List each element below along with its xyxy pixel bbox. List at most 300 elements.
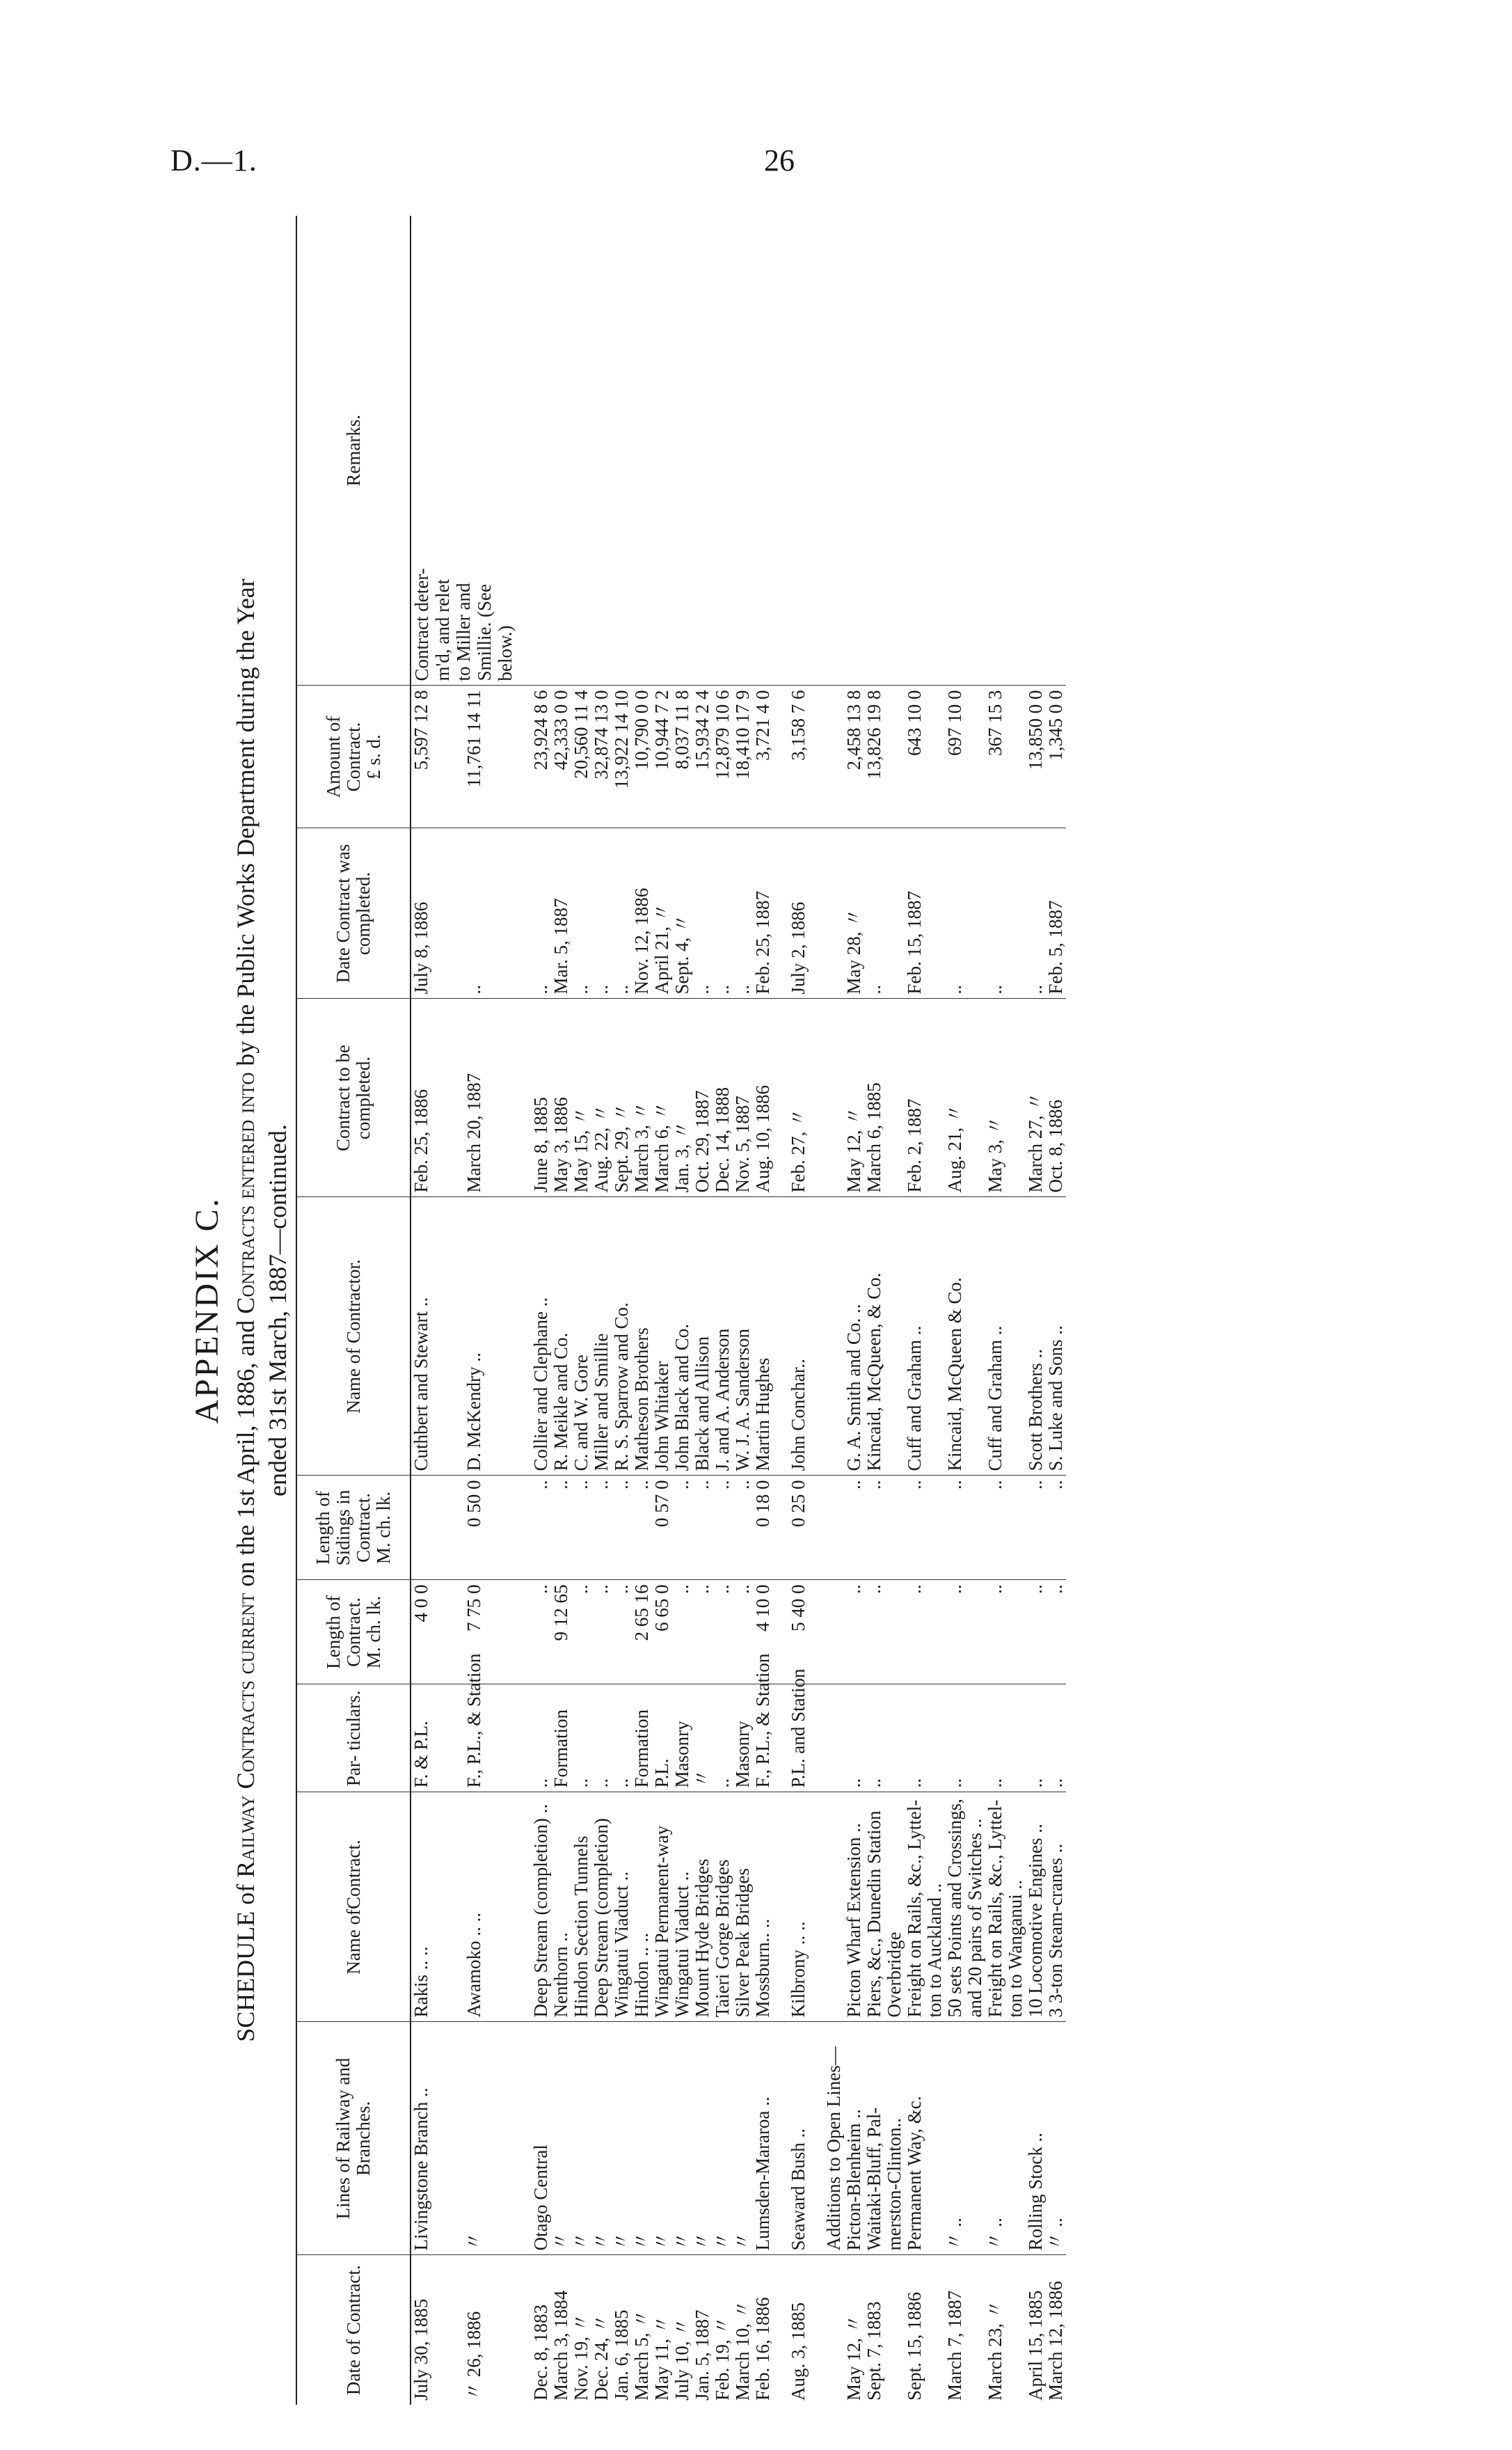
amount-cell [809,686,824,828]
length-cell [884,1580,905,1684]
line-cell: 〃 [571,2022,591,2255]
date-cell: April 15, 1885 [1025,2290,1046,2401]
contractor-cell: W. J. A. Sanderson [733,1197,753,1476]
contract-name-cell: Rakis .. .. [411,1792,464,2022]
remarks-cell [809,216,824,686]
length-cell [965,1580,985,1684]
length-cell: 5 40 0 [788,1580,809,1684]
contractor-cell: Martin Hughes [753,1197,773,1476]
line-cell: Picton-Blenheim .. [844,2022,864,2255]
remarks-cell [1005,216,1026,686]
was-completed-cell [1005,828,1026,999]
was-completed-cell: .. [571,828,591,999]
particulars-cell: .. [531,1684,551,1792]
remark-line: below.) [495,625,516,681]
contract-name-cell: Wingatui Permanent-way [652,1792,672,2022]
date-cell [516,2255,531,2405]
remarks-cell [652,216,672,686]
particulars-cell: .. [713,1684,733,1792]
date-cell: March 10, 〃 [732,2300,753,2401]
to-be-completed-cell: Feb. 2, 1887 [905,999,925,1197]
remarks-cell [733,216,753,686]
contract-name-cell: Silver Peak Bridges [733,1792,753,2022]
date-cell: May 11, 〃 [651,2315,672,2401]
to-be-completed-cell: May 12, 〃 [844,999,864,1197]
particulars-cell: .. [591,1684,612,1792]
remarks-cell [411,216,516,686]
was-completed-cell: .. [692,828,713,999]
to-be-completed-cell: Feb. 27, 〃 [788,999,809,1197]
header-length-label: Length of Contract. [322,1595,364,1669]
remarks-cell [612,216,632,686]
contractor-cell: John Black and Co. [672,1197,692,1476]
contractor-cell: R. S. Sparrow and Co. [612,1197,632,1476]
length-cell: .. [612,1580,632,1684]
title-part-5: by the Public Works Department during the Year [232,578,260,1073]
amount-cell: 11,761 14 11 [464,686,516,828]
sidings-cell: .. [985,1476,1005,1580]
amount-cell [824,686,844,828]
sidings-cell: 0 50 0 [464,1476,516,1580]
contract-name-cell: 3 3-ton Steam-cranes .. [1046,1792,1066,2022]
amount-cell: 10,790 0 0 [632,686,652,828]
particulars-cell: .. [1026,1684,1046,1792]
particulars-cell [925,1684,945,1792]
to-be-completed-cell: Aug. 10, 1886 [753,999,773,1197]
contract-name-cell: Overbridge [884,1792,905,2022]
remarks-cell [905,216,925,686]
amount-cell: 23,924 8 6 [531,686,551,828]
sidings-cell: .. [612,1476,632,1580]
contract-name-cell: Mossburn.. .. [753,1792,773,2022]
was-completed-cell: .. [733,828,753,999]
contract-name-cell: Wingatui Viaduct .. [612,1792,632,2022]
contractor-cell: R. Meikle and Co. [551,1197,571,1476]
table-row [965,216,985,2405]
line-cell: Seaward Bush .. [788,2022,809,2255]
was-completed-cell [884,828,905,999]
amount-cell [965,686,985,828]
length-cell: .. [733,1580,753,1684]
header-amount-units: £ s. d. [363,734,384,780]
particulars-cell: .. [864,1684,884,1792]
line-cell: Waitaki-Bluff, Pal- [864,2022,884,2255]
header-contractor: Name of Contractor. [296,1197,411,1476]
amount-cell: 13,826 19 8 [864,686,884,828]
remarks-cell [945,216,965,686]
spacer-row [809,216,824,2405]
date-cell: July 30, 1885 [411,2298,431,2401]
was-completed-cell: April 21, 〃 [652,828,672,999]
amount-cell [773,686,788,828]
length-cell: .. [531,1580,551,1684]
sidings-cell: .. [864,1476,884,1580]
contract-name-cell: ton to Wanganui .. [1005,1792,1026,2022]
line-cell [809,2022,824,2255]
contract-name-cell [773,1792,788,2022]
length-cell: .. [1046,1580,1066,1684]
to-be-completed-cell: March 6, 1885 [864,999,884,1197]
table-row [753,216,773,2405]
remarks-cell [788,216,809,686]
particulars-cell: Formation [551,1684,571,1792]
line-cell: Lumsden-Mararoa .. [753,2022,773,2255]
schedule-title-continued: ended 31st March, 1887—continued. [264,1124,292,1496]
contract-name-cell [516,1792,531,2022]
contractor-cell: Kincaid, McQueen, & Co. [864,1197,884,1476]
table-row [985,216,1005,2405]
table-row [884,216,905,2405]
amount-cell: 367 15 3 [985,686,1005,828]
remarks-cell [753,216,773,686]
amount-cell: 643 10 0 [905,686,925,828]
to-be-completed-cell [773,999,788,1197]
was-completed-cell [925,828,945,999]
contract-name-cell: 10 Locomotive Engines .. [1026,1792,1046,2022]
amount-cell: 10,944 7 2 [652,686,672,828]
header-length [296,1580,411,1684]
table-row [612,216,632,2405]
was-completed-cell: .. [531,828,551,999]
to-be-completed-cell [925,999,945,1197]
date-cell [1005,2255,1026,2405]
to-be-completed-cell [516,999,531,1197]
contractor-cell: J. and A. Anderson [713,1197,733,1476]
line-cell [516,2022,531,2255]
sidings-cell: .. [571,1476,591,1580]
to-be-completed-cell: March 3, 〃 [632,999,652,1197]
date-cell: Feb. 19, 〃 [712,2316,733,2401]
particulars-cell: P.L. [652,1684,672,1792]
schedule-title [231,216,260,2405]
length-cell: .. [864,1580,884,1684]
sidings-cell: .. [632,1476,652,1580]
sidings-cell: 0 18 0 [753,1476,773,1580]
contract-name-cell: Wingatui Viaduct .. [672,1792,692,2022]
table-row [864,216,884,2405]
contractor-cell [824,1197,844,1476]
table-row [1026,216,1046,2405]
line-cell: 〃 .. [945,2022,965,2255]
header-lines: Lines of Railway and Branches. [296,2022,411,2255]
was-completed-cell: Nov. 12, 1886 [632,828,652,999]
header-row [296,216,411,2405]
to-be-completed-cell: Feb. 25, 1886 [411,999,464,1197]
contractor-cell: Black and Allison [692,1197,713,1476]
contractor-cell: G. A. Smith and Co. .. [844,1197,864,1476]
table-row [733,216,753,2405]
remarks-cell [884,216,905,686]
particulars-cell [824,1684,844,1792]
to-be-completed-cell: Dec. 14, 1888 [713,999,733,1197]
line-cell: 〃 [672,2022,692,2255]
amount-cell: 3,721 4 0 [753,686,773,828]
sidings-cell [925,1476,945,1580]
date-cell [884,2255,905,2405]
date-cell: Sept. 7, 1883 [864,2301,884,2401]
contractor-cell: S. Luke and Sons .. [1046,1197,1066,1476]
sidings-cell: 0 25 0 [788,1476,809,1580]
contract-name-cell: Deep Stream (completion) [591,1792,612,2022]
date-cell: March 23, 〃 [985,2300,1005,2401]
remarks-cell [1046,216,1066,686]
particulars-cell: Formation [632,1684,652,1792]
sidings-cell [411,1476,464,1580]
remarks-cell [531,216,551,686]
table-row [824,216,844,2405]
amount-cell: 697 10 0 [945,686,965,828]
date-cell: Jan. 5, 1887 [692,2309,713,2401]
spacer-row [516,216,531,2405]
was-completed-cell: .. [1026,828,1046,999]
date-cell: Sept. 15, 1886 [904,2291,925,2401]
to-be-completed-cell: Jan. 3, 〃 [672,999,692,1197]
length-cell [1005,1580,1026,1684]
remarks-cell [864,216,884,686]
particulars-cell [965,1684,985,1792]
date-cell: March 3, 1884 [550,2290,571,2401]
length-cell: 7 75 0 [464,1580,516,1684]
date-cell [773,2255,788,2405]
contract-name-cell: Nenthorn .. [551,1792,571,2022]
table-row [591,216,612,2405]
to-be-completed-cell: Oct. 8, 1886 [1046,999,1066,1197]
line-cell [773,2022,788,2255]
contract-name-cell: Deep Stream (completion) .. [531,1792,551,2022]
particulars-cell: .. [985,1684,1005,1792]
sidings-cell: 0 57 0 [652,1476,672,1580]
line-cell: 〃 [464,2022,516,2255]
sidings-cell: .. [692,1476,713,1580]
contractor-cell: Cuthbert and Stewart .. [411,1197,464,1476]
page-identifier: D.—1. [170,143,257,177]
contract-name-cell: Taieri Gorge Bridges [713,1792,733,2022]
remarks-cell [551,216,571,686]
remarks-cell [516,216,531,686]
table-row [905,216,925,2405]
line-cell: 〃 [692,2022,713,2255]
date-cell [809,2255,824,2405]
amount-cell: 3,158 7 6 [788,686,809,828]
amount-cell [516,686,531,828]
title-part-1: SCHEDULE of [232,1877,260,2042]
particulars-cell: F., P.L., & Station [753,1684,773,1792]
contractor-cell: D. McKendry .. [464,1197,516,1476]
remarks-cell [632,216,652,686]
sidings-cell: .. [713,1476,733,1580]
sidings-cell [1005,1476,1026,1580]
remarks-cell [1026,216,1046,686]
header-sidings-units: M. ch. lk. [373,1491,394,1565]
particulars-cell: F. & P.L. [411,1684,464,1792]
to-be-completed-cell: Aug. 21, 〃 [945,999,965,1197]
remarks-cell [591,216,612,686]
contract-name-cell: 50 sets Points and Crossings, [945,1792,965,2022]
sidings-cell: .. [551,1476,571,1580]
length-cell: .. [672,1580,692,1684]
was-completed-cell [809,828,824,999]
amount-cell: 15,934 2 4 [692,686,713,828]
length-cell: .. [713,1580,733,1684]
particulars-cell: F., P.L., & Station [464,1684,516,1792]
length-cell: 6 65 0 [652,1580,672,1684]
length-cell: 4 10 0 [753,1580,773,1684]
contractor-cell: Matheson Brothers [632,1197,652,1476]
header-particulars: Par- ticulars. [296,1684,411,1792]
to-be-completed-cell: March 6, 〃 [652,999,672,1197]
line-cell: Additions to Open Lines— [824,2022,844,2255]
table-row [571,216,591,2405]
was-completed-cell [965,828,985,999]
particulars-cell [1005,1684,1026,1792]
header-date: Date of Contract. [296,2255,411,2405]
contract-name-cell: Kilbrony .. .. [788,1792,809,2022]
particulars-cell: .. [571,1684,591,1792]
contract-name-cell: Freight on Rails, &c., Lyttel- [905,1792,925,2022]
header-to-be-completed: Contract to be completed. [296,999,411,1197]
table-row [411,216,464,2405]
amount-cell: 1,345 0 0 [1046,686,1066,828]
line-cell [965,2022,985,2255]
contractor-cell: Scott Brothers .. [1026,1197,1046,1476]
length-cell [809,1580,824,1684]
remarks-cell [692,216,713,686]
contractor-cell: Cuff and Graham .. [985,1197,1005,1476]
date-cell: July 10, 〃 [671,2317,692,2401]
sidings-cell: .. [844,1476,864,1580]
length-cell: .. [985,1580,1005,1684]
contractor-cell [925,1197,945,1476]
length-cell: .. [571,1580,591,1684]
line-cell: Livingstone Branch .. [411,2022,464,2255]
particulars-cell [884,1684,905,1792]
sidings-cell [516,1476,531,1580]
title-part-4: Contracts entered into [232,1072,260,1314]
line-cell: 〃 .. [1046,2022,1066,2255]
length-cell [773,1580,788,1684]
sidings-cell: .. [945,1476,965,1580]
amount-cell [884,686,905,828]
was-completed-cell: .. [591,828,612,999]
table-row [652,216,672,2405]
contract-name-cell: Freight on Rails, &c., Lyttel- [985,1792,1005,2022]
sidings-cell: .. [531,1476,551,1580]
table-row [531,216,551,2405]
was-completed-cell: .. [864,828,884,999]
was-completed-cell: Sept. 4, 〃 [672,828,692,999]
date-cell: Dec. 8, 1883 [530,2305,551,2401]
length-cell: .. [591,1580,612,1684]
particulars-cell [773,1684,788,1792]
amount-cell [1005,686,1026,828]
date-cell: Jan. 6, 1885 [611,2309,632,2401]
table-row [844,216,864,2405]
amount-cell: 2,458 13 8 [844,686,864,828]
table-row [713,216,733,2405]
header-sidings [296,1476,411,1580]
particulars-cell: .. [844,1684,864,1792]
contractor-cell: John Whitaker [652,1197,672,1476]
to-be-completed-cell: Sept. 29, 〃 [612,999,632,1197]
line-cell: Otago Central [531,2022,551,2255]
date-cell: Feb. 16, 1886 [752,2297,773,2401]
length-cell: .. [905,1580,925,1684]
to-be-completed-cell: March 20, 1887 [464,999,516,1197]
header-was-completed: Date Contract was completed. [296,828,411,999]
contractor-cell [809,1197,824,1476]
length-cell [516,1580,531,1684]
table-row [1005,216,1026,2405]
was-completed-cell [516,828,531,999]
contractor-cell [884,1197,905,1476]
to-be-completed-cell: Aug. 22, 〃 [591,999,612,1197]
length-cell: 4 0 0 [411,1580,464,1684]
particulars-cell: 〃 [692,1684,713,1792]
to-be-completed-cell: May 15, 〃 [571,999,591,1197]
contractor-cell: Collier and Clephane .. [531,1197,551,1476]
line-cell: 〃 [652,2022,672,2255]
table-row [788,216,809,2405]
date-cell: Nov. 19, 〃 [571,2313,591,2401]
remarks-cell [773,216,788,686]
was-completed-cell: .. [945,828,965,999]
was-completed-cell: .. [464,828,516,999]
date-cell [824,2255,844,2405]
particulars-cell: .. [612,1684,632,1792]
contract-name-cell: Mount Hyde Bridges [692,1792,713,2022]
line-cell: Permanent Way, &c. [905,2022,925,2255]
was-completed-cell: July 8, 1886 [411,828,464,999]
table-row [632,216,652,2405]
contractor-cell [516,1197,531,1476]
sidings-cell: .. [1026,1476,1046,1580]
to-be-completed-cell: March 27, 〃 [1026,999,1046,1197]
sidings-cell: .. [1046,1476,1066,1580]
remarks-cell [571,216,591,686]
sidings-cell: .. [591,1476,612,1580]
header-name: Name ofContract. [296,1792,411,2022]
line-cell: 〃 [733,2022,753,2255]
amount-cell: 13,922 14 10 [612,686,632,828]
contract-name-cell: Awamoko .. .. [464,1792,516,2022]
contract-name-cell: Hindon .. .. [632,1792,652,2022]
line-cell: Rolling Stock .. [1026,2022,1046,2255]
remarks-cell [965,216,985,686]
length-cell: 2 65 16 [632,1580,652,1684]
was-completed-cell: July 2, 1886 [788,828,809,999]
amount-cell: 20,560 11 4 [571,686,591,828]
to-be-completed-cell [809,999,824,1197]
sidings-cell [809,1476,824,1580]
date-cell [965,2255,985,2405]
contract-name-cell: Piers, &c., Dunedin Station [864,1792,884,2022]
title-part-2: Railway Contracts current [232,1592,260,1878]
to-be-completed-cell [824,999,844,1197]
contractor-cell: C. and W. Gore [571,1197,591,1476]
table-row [1046,216,1066,2405]
length-cell: .. [1026,1580,1046,1684]
page-number: 26 [764,143,795,177]
length-cell: .. [844,1580,864,1684]
contractor-cell: John Conchar.. [788,1197,809,1476]
remark-line: Smillie. (See [474,584,495,681]
length-cell: .. [692,1580,713,1684]
to-be-completed-cell: Nov. 5, 1887 [733,999,753,1197]
header-length-units: M. ch. lk. [363,1595,384,1669]
line-cell: 〃 [713,2022,733,2255]
date-cell: May 12, 〃 [843,2314,864,2401]
particulars-cell [809,1684,824,1792]
